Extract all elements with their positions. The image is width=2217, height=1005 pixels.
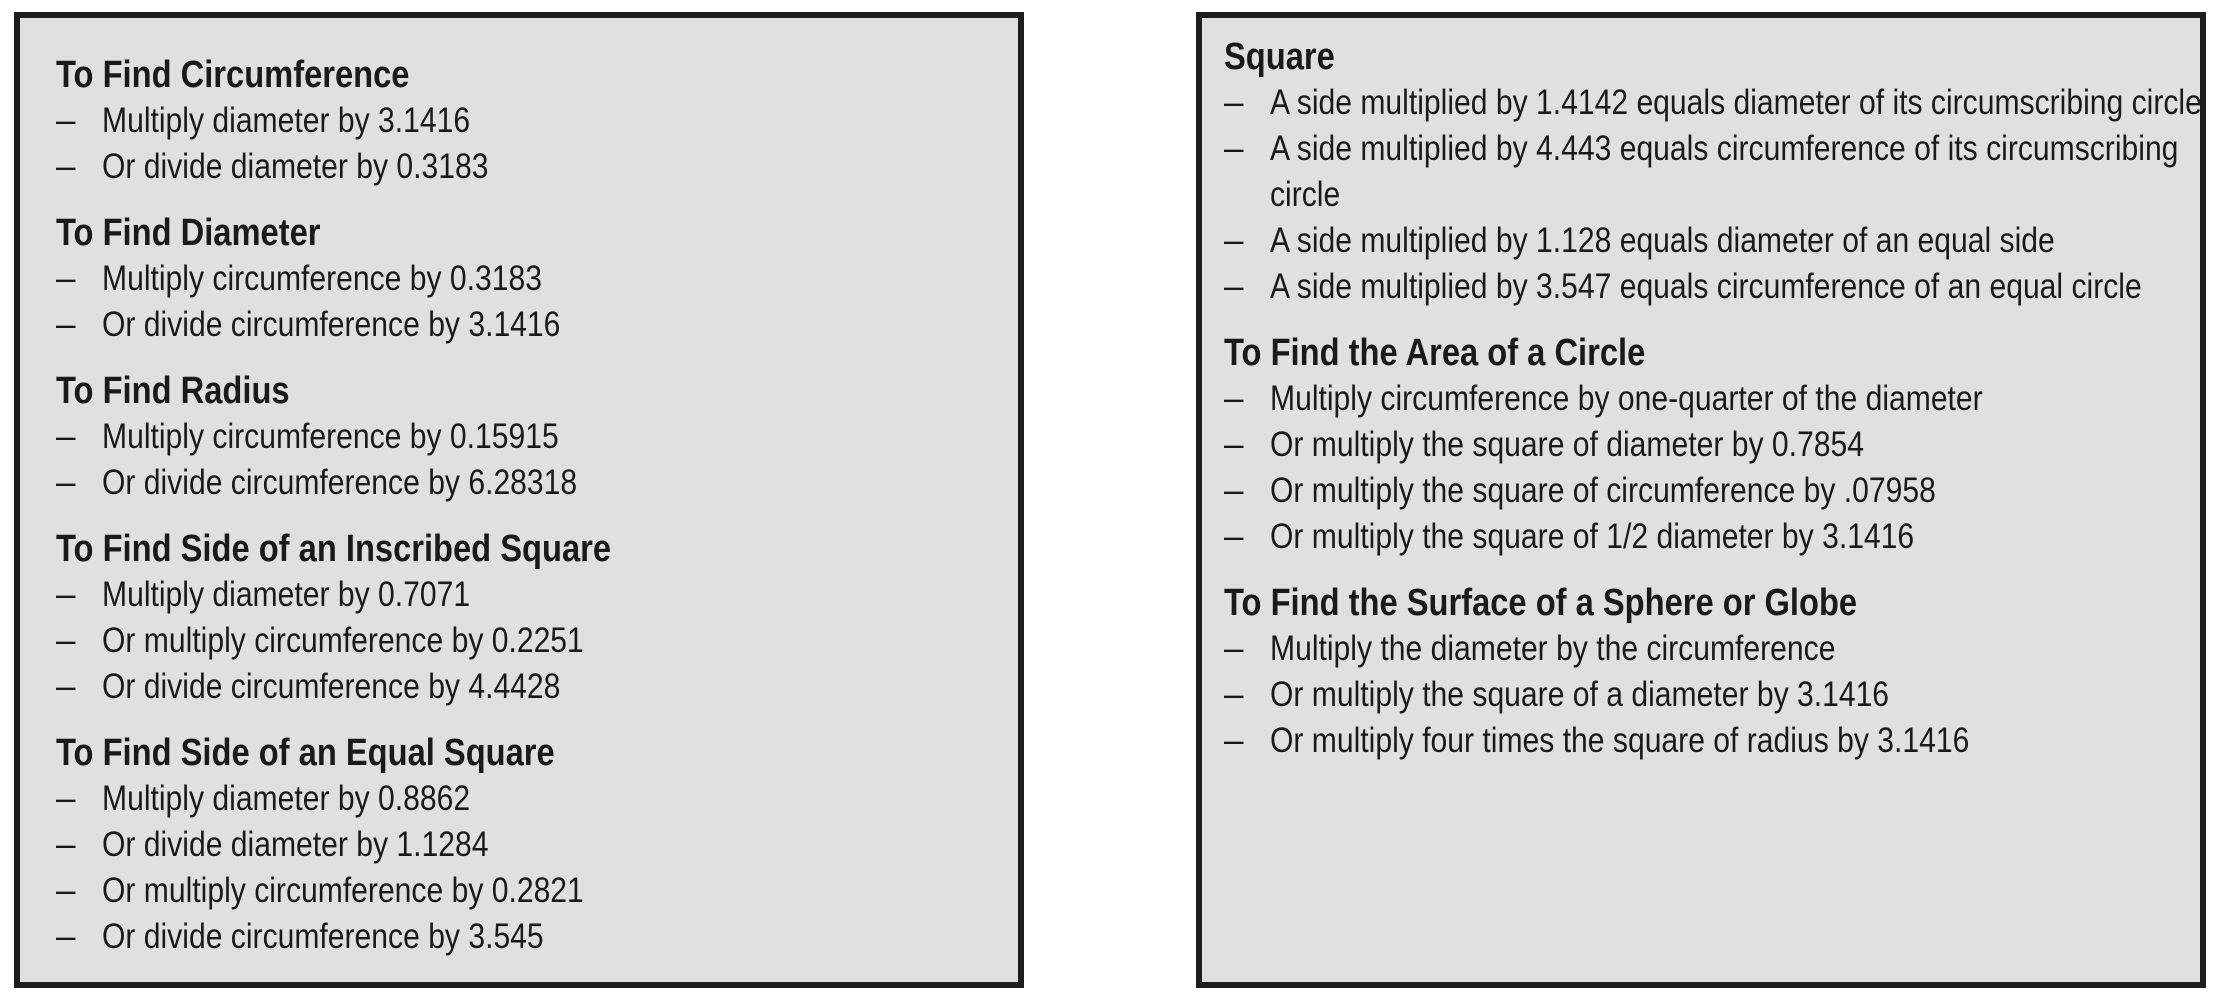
section-title: To Find Circumference bbox=[56, 54, 410, 96]
item-text: Or multiply circumference by 0.2251 bbox=[102, 621, 584, 660]
list-item bbox=[1224, 718, 2180, 764]
item-text: Or divide circumference by 3.545 bbox=[102, 917, 544, 956]
item-text: Or divide circumference by 3.1416 bbox=[102, 305, 561, 344]
dash-bullet: – bbox=[1224, 471, 1244, 510]
section-equal-square bbox=[56, 730, 998, 960]
list-item bbox=[56, 822, 998, 868]
list-item bbox=[56, 868, 998, 914]
list-item bbox=[56, 572, 998, 618]
item-text: Multiply diameter by 3.1416 bbox=[102, 101, 471, 140]
list-item bbox=[1224, 218, 2180, 264]
section-square bbox=[1224, 34, 2202, 310]
section-area-of-circle bbox=[1224, 330, 2180, 560]
dash-bullet: – bbox=[1224, 517, 1244, 556]
list-item bbox=[56, 414, 998, 460]
dash-bullet: – bbox=[56, 621, 76, 660]
dash-bullet: – bbox=[56, 463, 76, 502]
dash-bullet: – bbox=[56, 779, 76, 818]
item-text: Multiply circumference by one-quarter of the diameter bbox=[1270, 379, 1983, 418]
list-item bbox=[1224, 514, 2180, 560]
item-text: Multiply the diameter by the circumference bbox=[1270, 629, 1836, 668]
section-radius bbox=[56, 368, 998, 506]
list-item bbox=[1224, 626, 2180, 672]
dash-bullet: – bbox=[56, 101, 76, 140]
dash-bullet: – bbox=[56, 917, 76, 956]
formula-list bbox=[56, 414, 998, 506]
dash-bullet: – bbox=[1224, 721, 1244, 760]
list-item bbox=[1224, 422, 2180, 468]
list-item bbox=[1224, 376, 2180, 422]
dash-bullet: – bbox=[1224, 129, 1244, 168]
section-title: To Find Diameter bbox=[56, 212, 321, 254]
left-formula-panel bbox=[14, 12, 1024, 988]
item-text: A side multiplied by 1.128 equals diameter of an equal side bbox=[1270, 221, 2055, 260]
item-text: A side multiplied by 3.547 equals circumference of an equal circle bbox=[1270, 267, 2142, 306]
list-item bbox=[1224, 468, 2180, 514]
list-item bbox=[56, 914, 998, 960]
dash-bullet: – bbox=[56, 147, 76, 186]
section-title: To Find the Surface of a Sphere or Globe bbox=[1224, 582, 1858, 624]
dash-bullet: – bbox=[56, 417, 76, 456]
dash-bullet: – bbox=[56, 825, 76, 864]
list-item bbox=[56, 776, 998, 822]
section-title: To Find Side of an Equal Square bbox=[56, 732, 555, 774]
dash-bullet: – bbox=[56, 259, 76, 298]
dash-bullet: – bbox=[1224, 83, 1244, 122]
formula-list bbox=[56, 572, 998, 710]
list-item bbox=[1224, 80, 2202, 126]
dash-bullet: – bbox=[1224, 267, 1244, 306]
list-item bbox=[56, 460, 998, 506]
formula-list bbox=[1224, 376, 2180, 560]
list-item bbox=[1224, 672, 2180, 718]
item-text: Or divide circumference by 6.28318 bbox=[102, 463, 578, 502]
item-text: Or multiply the square of 1/2 diameter by 3.1416 bbox=[1270, 517, 1915, 556]
item-text: Or multiply four times the square of radius by 3.1416 bbox=[1270, 721, 1970, 760]
item-text: Or multiply circumference by 0.2821 bbox=[102, 871, 584, 910]
list-item bbox=[56, 664, 998, 710]
dash-bullet: – bbox=[1224, 425, 1244, 464]
section-title: To Find Radius bbox=[56, 370, 290, 412]
formula-list bbox=[56, 98, 998, 190]
section-inscribed-square bbox=[56, 526, 998, 710]
formula-list bbox=[56, 776, 998, 960]
item-text: Or multiply the square of diameter by 0.7854 bbox=[1270, 425, 1864, 464]
dash-bullet: – bbox=[56, 667, 76, 706]
list-item bbox=[56, 144, 998, 190]
item-text: Multiply circumference by 0.3183 bbox=[102, 259, 542, 298]
item-text: Or divide circumference by 4.4428 bbox=[102, 667, 561, 706]
list-item bbox=[1224, 264, 2180, 310]
right-formula-panel bbox=[1196, 12, 2206, 988]
item-text: Or divide diameter by 1.1284 bbox=[102, 825, 489, 864]
dash-bullet: – bbox=[56, 305, 76, 344]
item-text: Or multiply the square of circumference by .07958 bbox=[1270, 471, 1936, 510]
item-text: Or multiply the square of a diameter by 3.1416 bbox=[1270, 675, 1890, 714]
dash-bullet: – bbox=[1224, 379, 1244, 418]
item-text: Multiply diameter by 0.8862 bbox=[102, 779, 471, 818]
item-text: Or divide diameter by 0.3183 bbox=[102, 147, 489, 186]
section-title: To Find Side of an Inscribed Square bbox=[56, 528, 612, 570]
section-circumference bbox=[56, 52, 998, 190]
dash-bullet: – bbox=[1224, 675, 1244, 714]
dash-bullet: – bbox=[1224, 629, 1244, 668]
list-item bbox=[56, 618, 998, 664]
formula-list bbox=[1224, 626, 2180, 764]
item-text: Multiply circumference by 0.15915 bbox=[102, 417, 559, 456]
dash-bullet: – bbox=[1224, 221, 1244, 260]
list-item bbox=[56, 256, 998, 302]
list-item bbox=[1224, 126, 2180, 218]
section-title: To Find the Area of a Circle bbox=[1224, 332, 1646, 374]
list-item bbox=[56, 98, 998, 144]
item-text: Multiply diameter by 0.7071 bbox=[102, 575, 471, 614]
formula-list bbox=[1224, 80, 2202, 310]
item-text: A side multiplied by 1.4142 equals diameter of its circumscribing circle bbox=[1270, 83, 2202, 122]
dash-bullet: – bbox=[56, 871, 76, 910]
section-surface-of-sphere bbox=[1224, 580, 2180, 764]
section-title: Square bbox=[1224, 36, 1335, 78]
item-text: A side multiplied by 4.443 equals circumference of its circumscribing circle bbox=[1270, 129, 2179, 214]
dash-bullet: – bbox=[56, 575, 76, 614]
formula-list bbox=[56, 256, 998, 348]
list-item bbox=[56, 302, 998, 348]
section-diameter bbox=[56, 210, 998, 348]
